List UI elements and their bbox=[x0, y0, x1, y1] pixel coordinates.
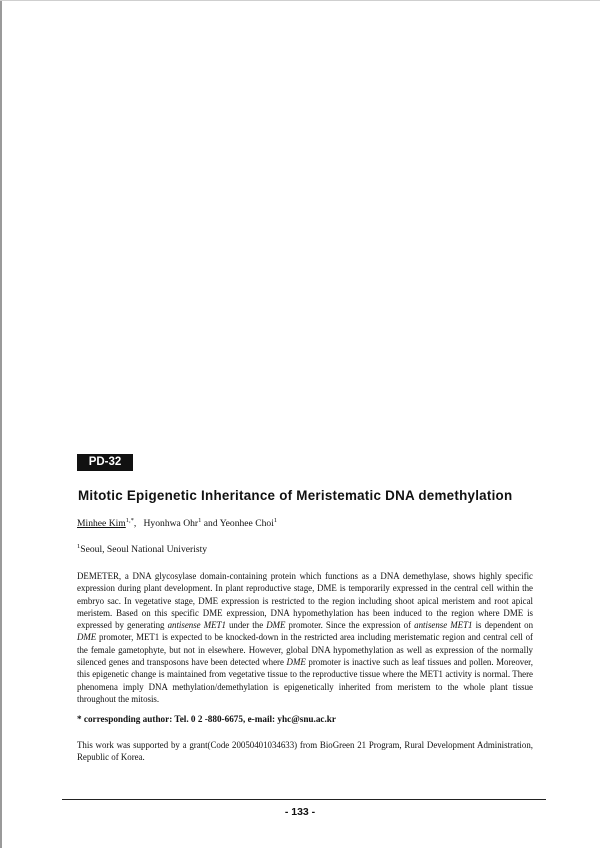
abstract-text-2: under the bbox=[225, 620, 267, 631]
funding-acknowledgement: This work was supported by a grant(Code 20050401034633) from BioGreen 21 Program, Rural Development Administration, Republic of Korea. bbox=[77, 740, 533, 763]
abstract-text-6: promoter is inactive such as leaf tissues and pollen. Moreover, this epigenetic change is maintained from vegetative tissue to the reproductive tissue where the MET1 activity is normal. There phenomena imply DNA methylation/demethylation is epigenetically inherited from meristem to the whole plant tissue throughout the mitosis. bbox=[77, 657, 533, 704]
abstract-text-3: promoter. Since the expression of bbox=[285, 620, 415, 631]
page-edge-top bbox=[0, 0, 600, 1]
abstract-italic-3: antisense MET1 bbox=[414, 620, 473, 631]
paper-title: Mitotic Epigenetic Inheritance of Meristematic DNA demethylation bbox=[78, 488, 513, 503]
page-number: - 133 - bbox=[284, 806, 316, 818]
abstract-text-4: is dependent on bbox=[472, 620, 534, 631]
first-author-marks: 1,* bbox=[125, 517, 134, 524]
abstract-italic-1: antisense MET1 bbox=[167, 620, 226, 631]
author-separator: , bbox=[133, 518, 137, 529]
footer-rule bbox=[62, 799, 546, 800]
abstract-italic-5: DME bbox=[286, 657, 306, 668]
third-author-marks: 1 bbox=[273, 517, 278, 524]
abstract-italic-2: DME bbox=[266, 620, 286, 631]
abstract-body bbox=[77, 570, 533, 705]
page-edge-left bbox=[0, 0, 2, 848]
session-code-badge: PD-32 bbox=[77, 454, 133, 471]
abstract-text-5: promoter, MET1 is expected to be knocked-down in the restricted area including meristematic region and central cell of the female gametophyte, but not in elsewhere. However, global DNA hypomethylation as well as expression of the normally silenced genes and transposons have been detected where bbox=[77, 632, 533, 668]
abstract-italic-4: DME bbox=[77, 632, 97, 643]
author-line bbox=[77, 518, 277, 529]
author-conjunction: and bbox=[203, 518, 218, 529]
second-author: Hyonhwa Ohr bbox=[143, 518, 199, 529]
affiliation-mark: 1 bbox=[77, 543, 81, 550]
affiliation-text: Seoul, Seoul National Univeristy bbox=[80, 544, 208, 555]
second-author-marks: 1 bbox=[198, 517, 202, 524]
abstract-text-1: DEMETER, a DNA glycosylase domain-containing protein which functions as a DNA demethylase, shows highly specific expression during plant development. In plant reproductive stage, DME is temporarily expressed in the central cell within the embryo sac. In vegetative stage, DME expression is restricted to the region including shoot apical meristem and root apical meristem. Based on this specific DME expression, DNA hypomethylation has been induced to the region where DME is expressed by generating bbox=[77, 571, 533, 631]
corresponding-author: * corresponding author: Tel. 0 2 -880-6675, e-mail: yhc@snu.ac.kr bbox=[77, 714, 336, 724]
third-author: Yeonhee Choi bbox=[219, 518, 274, 529]
affiliation bbox=[77, 544, 207, 555]
first-author: Minhee Kim bbox=[77, 518, 126, 529]
